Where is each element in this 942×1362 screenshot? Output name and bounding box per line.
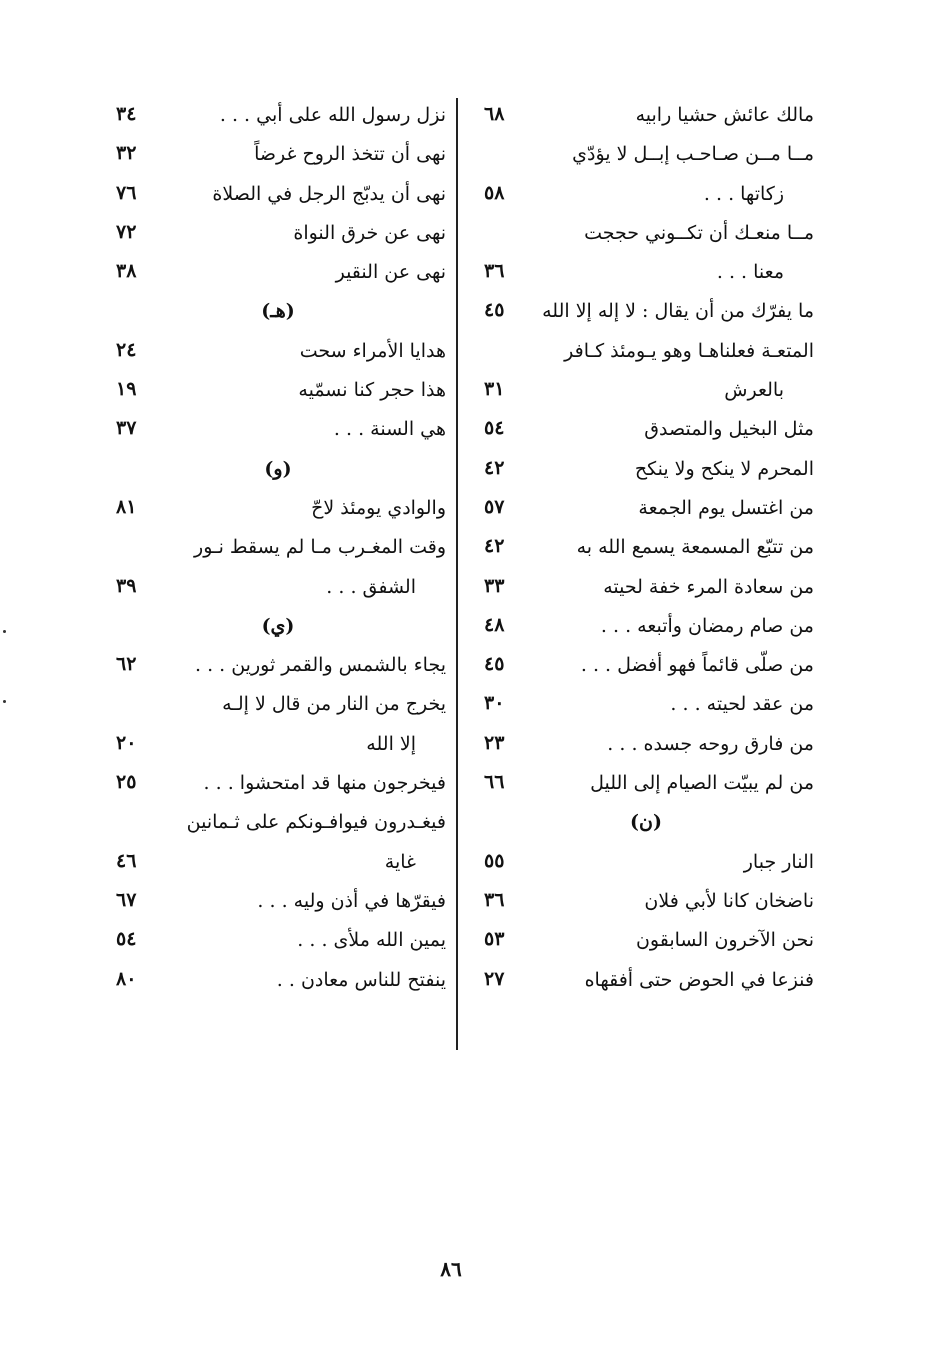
- index-entry: [110, 847, 446, 886]
- entry-page-number: ٦٧: [116, 888, 137, 911]
- entry-page-number: ٥٨: [484, 181, 505, 204]
- entry-text: النار جبار: [743, 850, 814, 873]
- index-entry: [110, 414, 446, 453]
- section-heading: [478, 807, 814, 846]
- entry-page-number: ٢٧: [484, 967, 505, 990]
- index-entry: [478, 414, 814, 453]
- entry-page-number: ٤٢: [484, 535, 505, 558]
- entry-text: إلا الله: [366, 732, 416, 755]
- entry-text: فنزعا في الحوض حتى أفقهاه: [584, 968, 814, 991]
- index-entry: [110, 650, 446, 689]
- entry-page-number: ٣٣: [484, 574, 505, 597]
- index-entry: [110, 925, 446, 964]
- index-entry: [110, 886, 446, 925]
- entry-page-number: ٥٤: [116, 928, 137, 951]
- index-column-right: [478, 100, 814, 1004]
- entry-page-number: ٢٥: [116, 771, 137, 794]
- entry-text: مــا مــن صـاحـب إبــل لا يؤدّي: [572, 143, 814, 166]
- entry-text: المتعـة فعلناهـا وهو يـومئذ كـافر: [564, 339, 814, 362]
- entry-page-number: ٤٥: [484, 653, 505, 676]
- index-entry: [478, 729, 814, 768]
- index-entry: [110, 689, 446, 728]
- index-entry: [478, 611, 814, 650]
- entry-page-number: ٣٧: [116, 417, 137, 440]
- page-number: ٨٦: [440, 1257, 462, 1281]
- index-entry: [478, 375, 814, 414]
- index-entry: [110, 139, 446, 178]
- scan-speck: [3, 630, 6, 633]
- column-divider: [456, 98, 458, 1050]
- entry-text: يجاء بالشمس والقمر ثورين . . .: [194, 654, 446, 677]
- entry-text: نهى عن خرق النواة: [293, 221, 446, 244]
- index-entry: [110, 218, 446, 257]
- entry-page-number: ٨٠: [116, 967, 137, 990]
- entry-page-number: ٢٠: [116, 731, 137, 754]
- index-entry: [110, 729, 446, 768]
- entry-text: من لم يبيّت الصيام إلى الليل: [590, 772, 814, 795]
- entry-text: غاية: [384, 850, 416, 873]
- entry-page-number: ٤٥: [484, 299, 505, 322]
- entry-text: وقت المغـرب مـا لم يسقط نـور: [194, 536, 446, 559]
- index-entry: [478, 100, 814, 139]
- entry-page-number: ٣٨: [116, 260, 137, 283]
- index-entry: [110, 572, 446, 611]
- entry-page-number: ٨١: [116, 495, 137, 518]
- scan-speck: [3, 700, 6, 703]
- entry-text: فيقرّها في أذن وليه . . .: [257, 889, 446, 912]
- index-entry: [478, 689, 814, 728]
- entry-text: من فارق روحه جسده . . .: [607, 732, 814, 755]
- entry-page-number: ٦٦: [484, 771, 505, 794]
- index-entry: [110, 257, 446, 296]
- entry-text: من سعادة المرء خفة لحيته: [603, 575, 814, 598]
- entry-text: نهى أن تتخذ الروح غرضاً: [254, 143, 446, 166]
- index-entry: [110, 493, 446, 532]
- entry-text: من تتبّع المسمعة يسمع الله به: [576, 536, 814, 559]
- entry-text: مالك عائش حشيا رابيه: [635, 104, 814, 126]
- section-letter: (ن): [630, 811, 662, 834]
- index-entry: [478, 218, 814, 257]
- entry-text: هذا حجر كنا نسمّيه: [298, 379, 446, 402]
- section-letter: (هـ): [261, 300, 295, 323]
- entry-page-number: ٥٤: [484, 417, 505, 440]
- entry-page-number: ٥٧: [484, 495, 505, 518]
- entry-text: مثل البخيل والمتصدق: [644, 418, 814, 441]
- entry-text: من صام رمضان وأتبعه . . .: [600, 614, 814, 637]
- index-entry: [478, 965, 814, 1004]
- entry-page-number: ٣٦: [484, 888, 505, 911]
- entry-page-number: ٣٩: [116, 574, 137, 597]
- index-entry: [478, 532, 814, 571]
- entry-text: فيغـدرون فيوافـونكم على ثـمانين: [186, 811, 446, 834]
- entry-text: بالعرش: [724, 379, 784, 402]
- entry-page-number: ٥٣: [484, 928, 505, 951]
- index-entry: [110, 807, 446, 846]
- section-letter: (و): [264, 457, 292, 480]
- index-entry: [478, 493, 814, 532]
- index-entry: [110, 100, 446, 139]
- entry-page-number: ٦٢: [116, 653, 137, 676]
- entry-page-number: ٦٨: [484, 103, 505, 125]
- entry-page-number: ٤٢: [484, 456, 505, 479]
- index-entry: [478, 768, 814, 807]
- entry-text: مــا منعـك أن تكــوني حججت: [584, 221, 814, 244]
- index-entry: [110, 179, 446, 218]
- entry-text: يخرج من النار من قال لا إلـه: [222, 693, 446, 716]
- index-entry: [110, 336, 446, 375]
- entry-text: فيخرجون منها قد امتحشوا . . .: [203, 772, 446, 795]
- section-heading: [110, 611, 446, 650]
- entry-text: من صلّى قائماً فهو أفضل . . .: [580, 654, 814, 677]
- entry-page-number: ٤٦: [116, 849, 137, 872]
- entry-text: يمين الله ملأى . . .: [297, 929, 446, 952]
- entry-text: نهى أن يدبّج الرجل في الصلاة: [212, 182, 446, 205]
- entry-text: والوادي يومئذ لاحّ: [311, 496, 446, 519]
- entry-page-number: ٤٨: [484, 613, 505, 636]
- entry-page-number: ٣٤: [116, 103, 137, 125]
- entry-page-number: ٧٢: [116, 220, 137, 243]
- entry-text: ما يفرّك من أن يقال : لا إله إلا الله: [542, 300, 814, 323]
- index-entry: [478, 886, 814, 925]
- entry-page-number: ٢٣: [484, 731, 505, 754]
- entry-page-number: ٣٠: [484, 692, 505, 715]
- entry-text: معنا . . .: [716, 261, 784, 284]
- index-entry: [478, 257, 814, 296]
- index-entry: [478, 572, 814, 611]
- entry-page-number: ٣٢: [116, 142, 137, 165]
- entry-page-number: ٣١: [484, 378, 505, 401]
- entry-text: الشفق . . .: [326, 575, 416, 598]
- entry-text: ناضخان كانا لأبي فلان: [644, 889, 814, 912]
- entry-text: نهى عن النقير: [335, 261, 446, 284]
- index-entry: [478, 336, 814, 375]
- entry-text: المحرم لا ينكح ولا ينكح: [634, 457, 814, 480]
- entry-page-number: ٧٦: [116, 181, 137, 204]
- index-entry: [478, 179, 814, 218]
- index-entry: [478, 296, 814, 335]
- index-entry: [110, 375, 446, 414]
- entry-page-number: ٥٥: [484, 849, 505, 872]
- entry-text: من اغتسل يوم الجمعة: [638, 496, 814, 519]
- entry-text: نحن الآخرون السابقون: [635, 929, 814, 952]
- index-entry: [478, 925, 814, 964]
- entry-page-number: ٣٦: [484, 260, 505, 283]
- entry-page-number: ١٩: [116, 378, 137, 401]
- entry-text: نزل رسول الله على أبي . . .: [219, 104, 446, 126]
- entry-text: هدايا الأمراء سحت: [299, 339, 446, 362]
- index-entry: [478, 454, 814, 493]
- index-entry: [478, 847, 814, 886]
- index-entry: [110, 532, 446, 571]
- index-entry: [110, 965, 446, 1004]
- index-entry: [478, 139, 814, 178]
- index-entry: [478, 650, 814, 689]
- section-heading: [110, 454, 446, 493]
- entry-text: زكاتها . . .: [703, 182, 784, 205]
- section-heading: [110, 296, 446, 335]
- index-entry: [110, 768, 446, 807]
- index-column-left: [110, 100, 446, 1004]
- section-letter: (ي): [261, 614, 295, 637]
- entry-text: هي السنة . . .: [333, 418, 446, 441]
- entry-text: ينفتح للناس معادن . .: [276, 968, 446, 991]
- entry-page-number: ٢٤: [116, 338, 137, 361]
- entry-text: من عقد لحيته . . .: [670, 693, 814, 716]
